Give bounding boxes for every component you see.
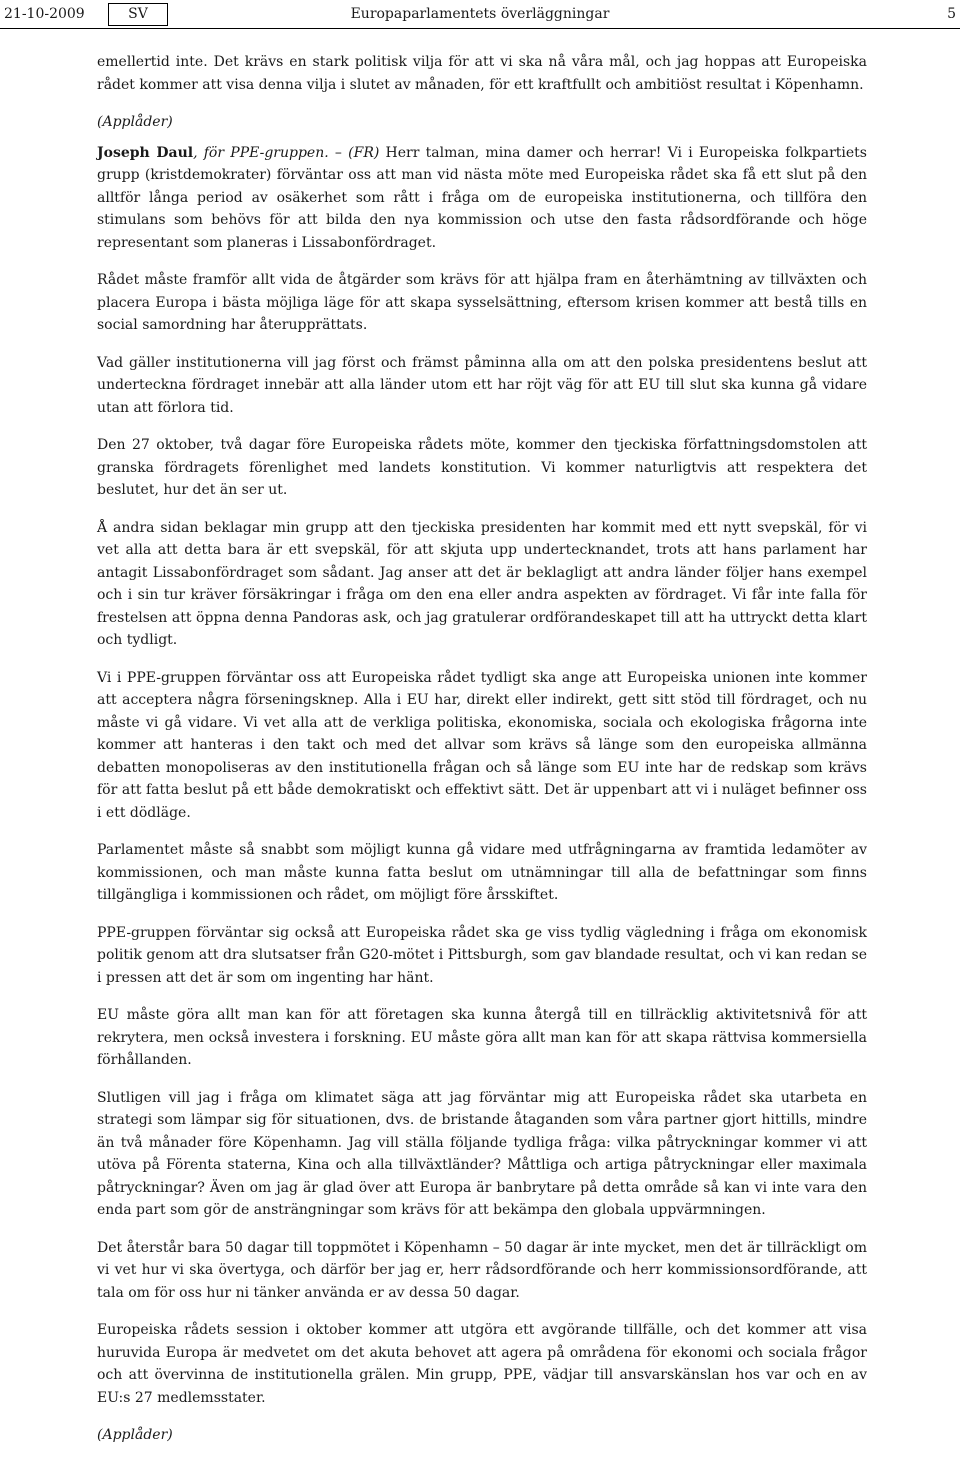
speech-text: Herr talman, mina damer och herrar! Vi i Europeiska folkpartiets grupp (kristdemokrater) förväntar oss att man vid nästa möte med Europeiska rådet ska få ett slut på den alltför långa period av osäkerhet som rått i fråga om de europeiska institutionerna, och tillföra den stimulans som behövs för att bilda den nya kommission och utse den fasta rådsordförande och höge representant som planeras i Lissabonfördraget.: [97, 144, 867, 251]
paragraph: Den 27 oktober, två dagar före Europeiska rådets möte, kommer den tjeckiska författningsdomstolen att granska fördragets förenlighet med landets konstitution. Vi kommer naturligtvis att respektera det beslutet, hur det än ser ut.: [97, 437, 867, 498]
paragraph: Vad gäller institutionerna vill jag först och främst påminna alla om att den polska presidentens beslut att underteckna fördraget innebär att alla länder utom ett har röjt väg för att EU till slut ska kunna gå vidare utan att förlora tid.: [97, 354, 867, 416]
paragraph: Slutligen vill jag i fråga om klimatet säga att jag förväntar mig att Europeiska rådet ska utarbeta en strategi som lämpar sig för situationen, dvs. de bristande åtaganden som våra partner gjort hittills, mindre än två månader före Köpenhamn. Jag vill ställa följande tydliga fråga: vilka påtryckningar kommer vi att utöva på Förenta staterna, Kina och alla tillväxtländer? Måttliga och artiga påtryckningar eller maximala påtryckningar? Även om jag är glad över att Europa är banbrytare på detta område så kan vi inte vara den enda part som gör de ansträngningar som krävs för att bekämpa den globala uppvärmningen.: [97, 1089, 867, 1218]
speaker-language: (FR): [348, 144, 380, 161]
language-badge: SV: [108, 3, 168, 26]
speaker-group: , för PPE-gruppen.: [193, 144, 329, 161]
paragraph: emellertid inte. Det krävs en stark politisk vilja för att vi ska nå våra mål, och jag hoppas att Europeiska rådet kommer att visa denna vilja i slutet av månaden, för ett kraftfullt och ambitiöst resultat i Köpenhamn.: [97, 54, 867, 93]
paragraph: PPE-gruppen förväntar sig också att Europeiska rådet ska ge viss tydlig vägledning i fråga om ekonomisk politik genom att dra slutsatser från G20-mötet i Pittsburgh, som gav blandade resultat, och vi kan redan se i pressen att det är som om ingenting har hänt.: [97, 924, 867, 986]
paragraph: Rådet måste framför allt vida de åtgärder som krävs för att hjälpa fram en återhämtning av tillväxten och placera Europa i bästa möjliga läge för att skapa sysselsättning, eftersom krisen kommer att bestå tills en social samordning har återupprättats.: [97, 272, 867, 333]
paragraph: Parlamentet måste så snabbt som möjligt kunna gå vidare med utfrågningarna av framtida ledamöter av kommissionen, och man måste kunna fatta beslut om utnämningar till alla de befattningar som finns tillgängliga i kommissionen och rådet, om möjligt före årsskiftet.: [97, 842, 867, 903]
applause-note: (Applåder): [97, 1427, 173, 1443]
paragraph: Vi i PPE-gruppen förväntar oss att Europeiska rådet tydligt ska ange att Europeiska unionen inte kommer att acceptera några förseningsknep. Alla i EU har, direkt eller indirekt, gett sitt stöd till fördraget, och nu måste vi gå vidare. Vi vet alla att de verkliga politiska, ekonomiska, sociala och ekologiska frågorna inte kommer att hanteras i den takt och med det allvar som krävs så länge som den europeiska allmänna debatten monopoliseras av den institutionella frågan och så länge som EU inte har de redskap som krävs för att fatta beslut på ett både demokratiskt och effektivt sätt. Det är uppenbart att vi i nuläget befinner oss i ett dödläge.: [97, 669, 867, 821]
header-date: 21-10-2009: [4, 6, 85, 22]
document-body: [97, 51, 867, 1462]
speaker-paragraph: [97, 142, 867, 255]
applause-note: (Applåder): [97, 114, 173, 130]
page-header: [0, 0, 960, 29]
speaker-dash: –: [328, 144, 349, 161]
paragraph: Å andra sidan beklagar min grupp att den tjeckiska presidenten har kommit med ett nytt svepskäl, för vi vet alla att detta bara är ett svepskäl, för att skjuta upp undertecknandet, trots att hans parlament har antagit Lissabonfördraget som sådant. Jag anser att det är beklagligt att andra länder följer hans exempel och i sin tur kräver försäkringar i fråga om den ena eller andra aspekten av fördraget. Vi får inte falla för frestelsen att öppna denna Pandoras ask, och jag gratulerar ordförandeskapet till att ha uttryckt detta klart och tydligt.: [97, 519, 867, 648]
paragraph: EU måste göra allt man kan för att företagen ska kunna återgå till en tillräcklig aktivitetsnivå för att rekrytera, men också investera i forskning. EU måste göra allt man kan för att skapa rättvisa kommersiella förhållanden.: [97, 1007, 867, 1068]
speaker-name: Joseph Daul: [97, 144, 194, 161]
header-title: Europaparlamentets överläggningar: [350, 6, 610, 22]
paragraph: Europeiska rådets session i oktober kommer att utgöra ett avgörande tillfälle, och det kommer att visa huruvida Europa är medvetet om det akuta behovet att agera på områdena för ekonomi och sociala frågor och att övervinna de institutionella grälen. Min grupp, PPE, vädjar till ansvarskänslan hos var och en av EU:s 27 medlemsstater.: [97, 1322, 867, 1406]
page-number: 5: [947, 6, 956, 22]
paragraph: Det återstår bara 50 dagar till toppmötet i Köpenhamn – 50 dagar är inte mycket, men det är tillräckligt om vi vet hur vi ska övertyga, och därför ber jag er, herr rådsordförande och herr kommissionsordförande, att tala om för oss hur ni tänker använda er av dessa 50 dagar.: [97, 1239, 867, 1301]
